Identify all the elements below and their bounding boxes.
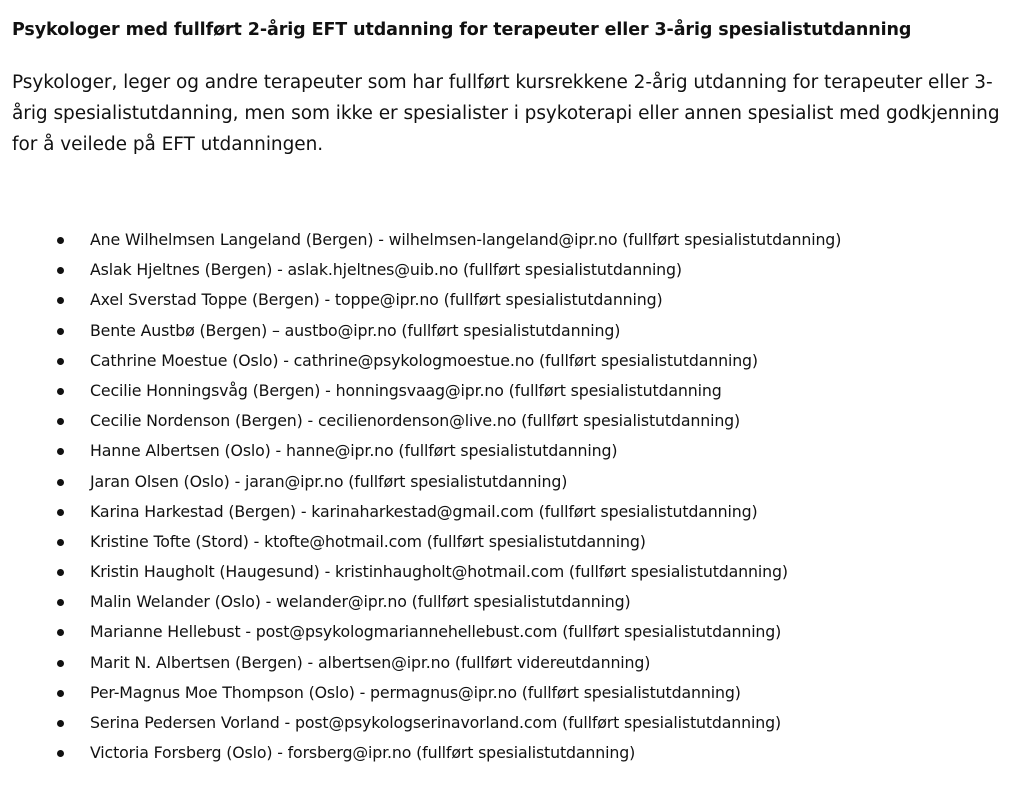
bullet-icon	[57, 660, 64, 667]
bullet-icon	[57, 237, 64, 244]
bullet-icon	[57, 720, 64, 727]
list-item-text: Jaran Olsen (Oslo) - jaran@ipr.no (fullført spesialistutdanning)	[90, 471, 568, 491]
list-item-text: Victoria Forsberg (Oslo) - forsberg@ipr.no (fullført spesialistutdanning)	[90, 743, 636, 763]
list-item-text: Kristine Tofte (Stord) - ktofte@hotmail.com (fullført spesialistutdanning)	[90, 531, 646, 551]
list-item-text: Marit N. Albertsen (Bergen) - albertsen@ipr.no (fullført videreutdanning)	[90, 652, 651, 672]
list-item-text: Cecilie Nordenson (Bergen) - cecilienordenson@live.no (fullført spesialistutdanning)	[90, 411, 741, 431]
list-item-text: Aslak Hjeltnes (Bergen) - aslak.hjeltnes@uib.no (fullført spesialistutdanning)	[90, 260, 682, 280]
bullet-icon	[57, 629, 64, 636]
page-title: Psykologer med fullført 2-årig EFT utdanning for terapeuter eller 3-årig spesialistutdanning	[12, 20, 912, 40]
intro-paragraph: Psykologer, leger og andre terapeuter som har fullført kursrekkene 2-årig utdanning for terapeuter eller 3-årig spesialistutdanning, men som ikke er spesialister i psykoterapi eller annen spesialist med godkjenning for å veilede på EFT utdanningen.	[12, 72, 1000, 155]
list-item-text: Axel Sverstad Toppe (Bergen) - toppe@ipr.no (fullført spesialistutdanning)	[90, 290, 663, 310]
bullet-icon	[57, 358, 64, 365]
bullet-icon	[57, 388, 64, 395]
list-item-text: Bente Austbø (Bergen) – austbo@ipr.no (fullført spesialistutdanning)	[90, 320, 621, 340]
list-item-text: Hanne Albertsen (Oslo) - hanne@ipr.no (fullført spesialistutdanning)	[90, 441, 618, 461]
bullet-icon	[57, 448, 64, 455]
list-item-text: Marianne Hellebust - post@psykologmariannehellebust.com (fullført spesialistutdanning)	[90, 622, 782, 642]
list-item-text: Ane Wilhelmsen Langeland (Bergen) - wilhelmsen-langeland@ipr.no (fullført spesialistutdanning)	[90, 230, 842, 249]
bullet-icon	[57, 509, 64, 516]
bullet-icon	[57, 479, 64, 486]
list-item-text: Per-Magnus Moe Thompson (Oslo) - permagnus@ipr.no (fullført spesialistutdanning)	[90, 682, 741, 702]
bullet-icon	[57, 267, 64, 274]
list-item-text: Cecilie Honningsvåg (Bergen) - honningsvaag@ipr.no (fullført spesialistutdanning	[90, 380, 722, 400]
list-item-text: Karina Harkestad (Bergen) - karinaharkestad@gmail.com (fullført spesialistutdanning)	[90, 501, 758, 521]
bullet-icon	[57, 599, 64, 606]
list-item-text: Kristin Haugholt (Haugesund) - kristinhaugholt@hotmail.com (fullført spesialistutdanning)	[90, 562, 788, 582]
bullet-icon	[57, 418, 64, 425]
list-item-text: Cathrine Moestue (Oslo) - cathrine@psykologmoestue.no (fullført spesialistutdanning)	[90, 350, 758, 370]
list-item-text: Serina Pedersen Vorland - post@psykologserinavorland.com (fullført spesialistutdanning)	[90, 713, 782, 732]
bullet-icon	[57, 750, 64, 757]
bullet-icon	[57, 690, 64, 697]
bullet-icon	[57, 297, 64, 304]
bullet-icon	[57, 569, 64, 576]
list-item-text: Malin Welander (Oslo) - welander@ipr.no (fullført spesialistutdanning)	[90, 592, 631, 612]
bullet-icon	[57, 328, 64, 335]
bullet-icon	[57, 539, 64, 546]
